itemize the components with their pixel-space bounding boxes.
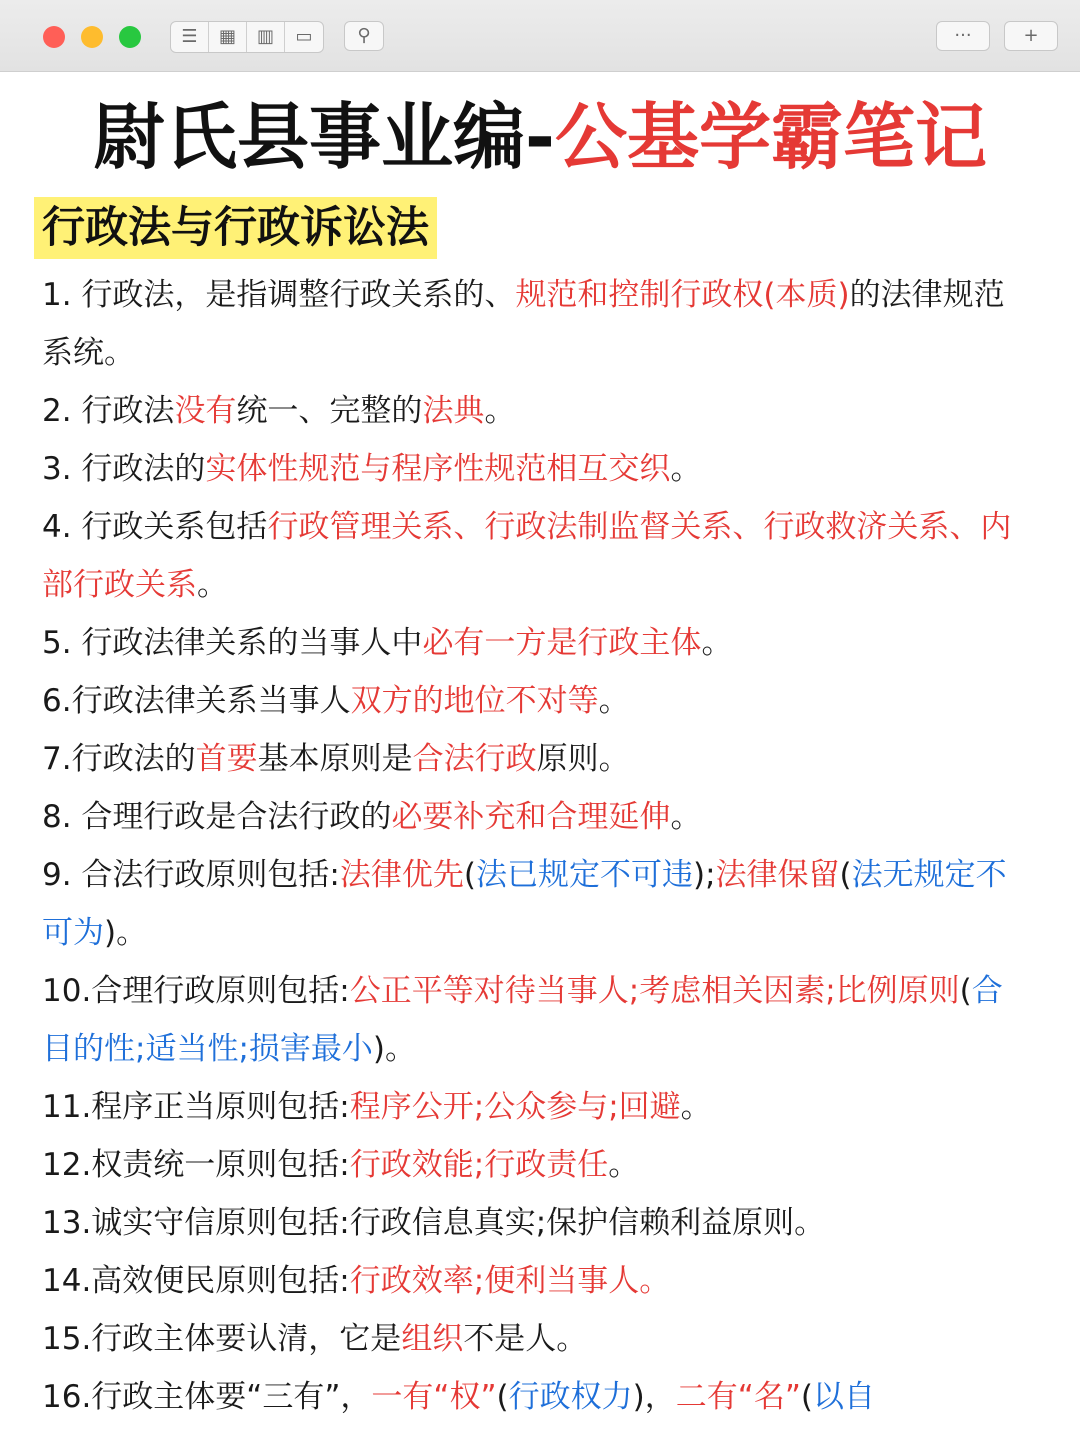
key-term-red: 规范和控制行政权(本质) [515,277,850,313]
section-heading: 行政法与行政诉讼法 [34,197,437,259]
note-text: 。 [598,683,630,719]
note-item [42,266,1027,382]
note-text: 15.行政主体要认清，它是 [42,1321,402,1357]
key-term-red: 法律保留 [715,857,840,893]
key-term-red: 一有“权” [371,1379,497,1415]
note-item [42,440,1027,498]
plus-icon: + [1023,25,1039,46]
note-item [42,1194,1027,1252]
note-item [42,672,1027,730]
note-item [42,1078,1027,1136]
note-item [42,1368,1027,1426]
note-text: ( [496,1379,509,1415]
key-term-red: 公正平等对待当事人;考虑相关因素;比例原则 [349,973,960,1009]
note-text: )。 [104,915,148,951]
note-text: 。 [608,1147,640,1183]
note-text: 12.权责统一原则包括: [42,1147,350,1183]
key-term-red: 组织 [401,1321,464,1357]
note-text: 。 [484,393,516,429]
view-mode-segmented-control [170,21,324,53]
key-term-blue: 法无规定不可为 [42,857,1007,951]
note-text: 14.高效便民原则包括: [42,1263,350,1299]
note-item [42,1136,1027,1194]
note-item [42,1310,1027,1368]
note-text: 。 [670,451,702,487]
note-text: 。 [670,799,702,835]
key-term-blue: 合目的性;适当性;损害最小 [42,973,1003,1067]
note-item [42,846,1027,962]
note-text: 3. 行政法的 [42,451,206,487]
note-text: )。 [372,1031,416,1067]
search-icon: ⚲ [357,25,371,46]
note-text: 8. 合理行政是合法行政的 [42,799,392,835]
close-window-button[interactable] [43,26,65,48]
note-text: 9. 合法行政原则包括: [42,857,340,893]
note-text: 4. 行政关系包括 [42,509,268,545]
key-term-red: 首要 [195,741,258,777]
note-text: 13.诚实守信原则包括:行政信息真实;保护信赖利益原则。 [42,1205,826,1241]
key-term-red: 必有一方是行政主体 [422,625,702,661]
grid-icon: ▦ [218,26,236,47]
more-icon: ··· [954,25,972,46]
key-term-red: 必要补充和合理延伸 [391,799,671,835]
key-term-red: 没有 [174,393,237,429]
key-term-blue: 以自 [813,1379,875,1415]
key-term-red: 合法行政 [412,741,537,777]
note-text: 2. 行政法 [42,393,175,429]
note-text: 。 [197,567,228,603]
note-text: 。 [680,1089,712,1125]
note-text: 11.程序正当原则包括: [42,1089,350,1125]
note-text: 基本原则是 [257,741,413,777]
key-term-blue: 行政权力 [508,1379,633,1415]
note-text: 16.行政主体要“三有”， [42,1379,372,1415]
add-button[interactable] [1004,21,1058,51]
page-title [0,92,1080,182]
note-text: 5. 行政法律关系的当事人中 [42,625,423,661]
note-item [42,788,1027,846]
key-term-red: 行政效能;行政责任 [349,1147,609,1183]
grid-view-button[interactable] [209,22,247,52]
note-text: 的法律规范系统。 [42,277,1005,371]
window-icon: ▭ [295,26,313,47]
more-button[interactable] [936,21,990,51]
map-icon: ▥ [256,26,274,47]
note-text: ); [692,857,716,893]
window-toolbar [0,0,1080,72]
key-term-red: 法典 [422,393,485,429]
maximize-window-button[interactable] [119,26,141,48]
key-term-red: 实体性规范与程序性规范相互交织 [205,451,671,487]
key-term-blue: 法已规定不可违 [475,857,693,893]
note-text: ( [839,857,852,893]
note-item [42,498,1027,614]
note-text: 不是人。 [463,1321,588,1357]
key-term-red: 二有“名” [675,1379,801,1415]
list-icon: ☰ [181,26,198,47]
note-text: 6.行政法律关系当事人 [42,683,351,719]
note-item [42,382,1027,440]
key-term-red: 法律优先 [339,857,464,893]
note-text: 统一、完整的 [236,393,423,429]
minimize-window-button[interactable] [81,26,103,48]
note-text: 7.行政法的 [42,741,196,777]
map-view-button[interactable] [247,22,285,52]
note-item [42,1252,1027,1310]
note-item [42,962,1027,1078]
search-button[interactable] [344,21,384,51]
note-text: 10.合理行政原则包括: [42,973,350,1009]
note-text: 原则。 [536,741,630,777]
page-title-red: 公基学霸笔记 [554,95,987,179]
note-text: )， [632,1379,676,1415]
note-text: ( [959,973,972,1009]
note-text: ( [800,1379,813,1415]
note-text: ( [463,857,476,893]
key-term-red: 行政管理关系、行政法制监督关系、行政救济关系、内部行政关系 [42,509,1012,603]
note-text: 。 [701,625,733,661]
page-title-dark: 尉氏县事业编- [93,95,555,179]
key-term-red: 行政效率;便利当事人。 [349,1263,671,1299]
key-term-red: 程序公开;公众参与;回避 [349,1089,681,1125]
list-view-button[interactable] [171,22,209,52]
note-item [42,614,1027,672]
note-text: 1. 行政法，是指调整行政关系的、 [42,277,516,313]
note-item [42,730,1027,788]
window-view-button[interactable] [285,22,323,52]
key-term-red: 双方的地位不对等 [350,683,599,719]
notes-list [42,266,1027,1426]
